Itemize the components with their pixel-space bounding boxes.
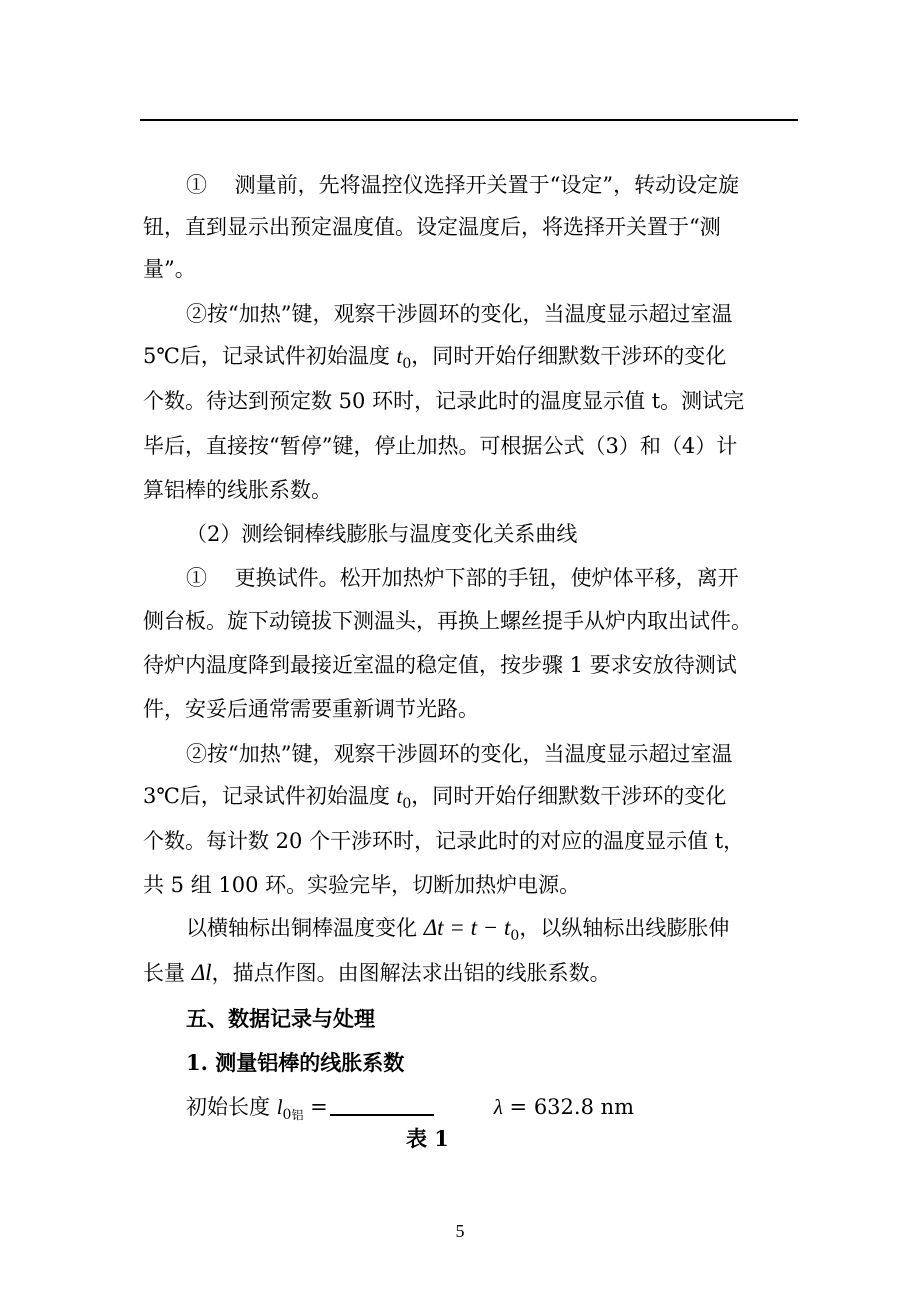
initial-length-blank[interactable] bbox=[330, 1092, 434, 1116]
text-line-17: 共 5 组 100 环。实验完毕，切断加热炉电源。 bbox=[143, 873, 581, 897]
text-line-10: ① 更换试件。松开加热炉下部的手钮，使炉体平移，离开 bbox=[186, 566, 739, 590]
text-line-5 bbox=[143, 341, 726, 371]
subscript-0: 0 bbox=[402, 356, 412, 372]
table-caption: 表 1 bbox=[406, 1126, 449, 1151]
variable-t: t bbox=[396, 344, 403, 368]
text-line-5-post: ，同时开始仔细默数干涉环的变化 bbox=[411, 344, 727, 368]
variable-t: t bbox=[396, 784, 403, 808]
subscript-0: 0 bbox=[282, 1107, 292, 1123]
initial-length-label: 初始长度 bbox=[186, 1095, 277, 1119]
text-line-8: 算铝棒的线胀系数。 bbox=[143, 478, 332, 502]
lambda-symbol: λ bbox=[493, 1095, 503, 1119]
page-number: 5 bbox=[455, 1221, 465, 1241]
subheading-2: （2）测绘铜棒线膨胀与温度变化关系曲线 bbox=[186, 522, 578, 546]
text-line-15 bbox=[143, 781, 726, 811]
text-line-19 bbox=[143, 958, 611, 988]
text-line-13: 件，安妥后通常需要重新调节光路。 bbox=[143, 697, 479, 721]
subsection-title: 1. 测量铝棒的线胀系数 bbox=[186, 1050, 405, 1075]
section-title: 五、数据记录与处理 bbox=[186, 1006, 375, 1031]
text-line-1: ① 测量前，先将温控仪选择开关置于“设定”，转动设定旋 bbox=[186, 173, 740, 197]
subscript-al: 铝 bbox=[291, 1108, 304, 1122]
text-line-19-pre: 长量 bbox=[143, 961, 192, 985]
text-line-14: ②按“加热”键，观察干涉圆环的变化，当温度显示超过室温 bbox=[186, 742, 733, 766]
text-line-11: 侧台板。旋下动镜拔下测温头，再换上螺丝提手从炉内取出试件。 bbox=[143, 609, 752, 633]
formula-delta-t: Δt = t − t bbox=[423, 915, 511, 940]
text-line-6: 个数。待达到预定数 50 环时，记录此时的温度显示值 t。测试完 bbox=[143, 389, 745, 413]
initial-length-row bbox=[186, 1092, 634, 1122]
text-line-7: 毕后，直接按“暂停”键，停止加热。可根据公式（3）和（4）计 bbox=[143, 434, 738, 458]
subscript-0: 0 bbox=[402, 796, 412, 812]
text-line-15-pre: 3℃后，记录试件初始温度 bbox=[143, 784, 397, 808]
text-line-4: ②按“加热”键，观察干涉圆环的变化，当温度显示超过室温 bbox=[186, 302, 733, 326]
formula-delta-l: Δl bbox=[191, 960, 212, 985]
text-line-15-post: ，同时开始仔细默数干涉环的变化 bbox=[411, 784, 727, 808]
equals-sign: = bbox=[303, 1095, 328, 1119]
text-line-19-post: ，描点作图。由图解法求出铝的线胀系数。 bbox=[211, 961, 611, 985]
text-line-2: 钮，直到显示出预定温度值。设定温度后，将选择开关置于“测 bbox=[143, 215, 721, 239]
text-line-3: 量”。 bbox=[143, 257, 196, 281]
text-line-18-pre: 以横轴标出铜棒温度变化 bbox=[186, 916, 424, 940]
formula-subscript-0: 0 bbox=[510, 928, 520, 944]
text-line-18 bbox=[186, 913, 729, 943]
text-line-5-pre: 5℃后，记录试件初始温度 bbox=[143, 344, 397, 368]
header-rule bbox=[140, 119, 798, 121]
variable-l: l bbox=[276, 1095, 283, 1119]
text-line-16: 个数。每计数 20 个干涉环时，记录此时的对应的温度显示值 t， bbox=[143, 829, 745, 853]
text-line-18-post: ，以纵轴标出线膨胀伸 bbox=[519, 916, 730, 940]
text-line-12: 待炉内温度降到最接近室温的稳定值，按步骤 1 要求安放待测试 bbox=[143, 653, 737, 677]
wavelength-value: = 632.8 nm bbox=[509, 1095, 635, 1119]
